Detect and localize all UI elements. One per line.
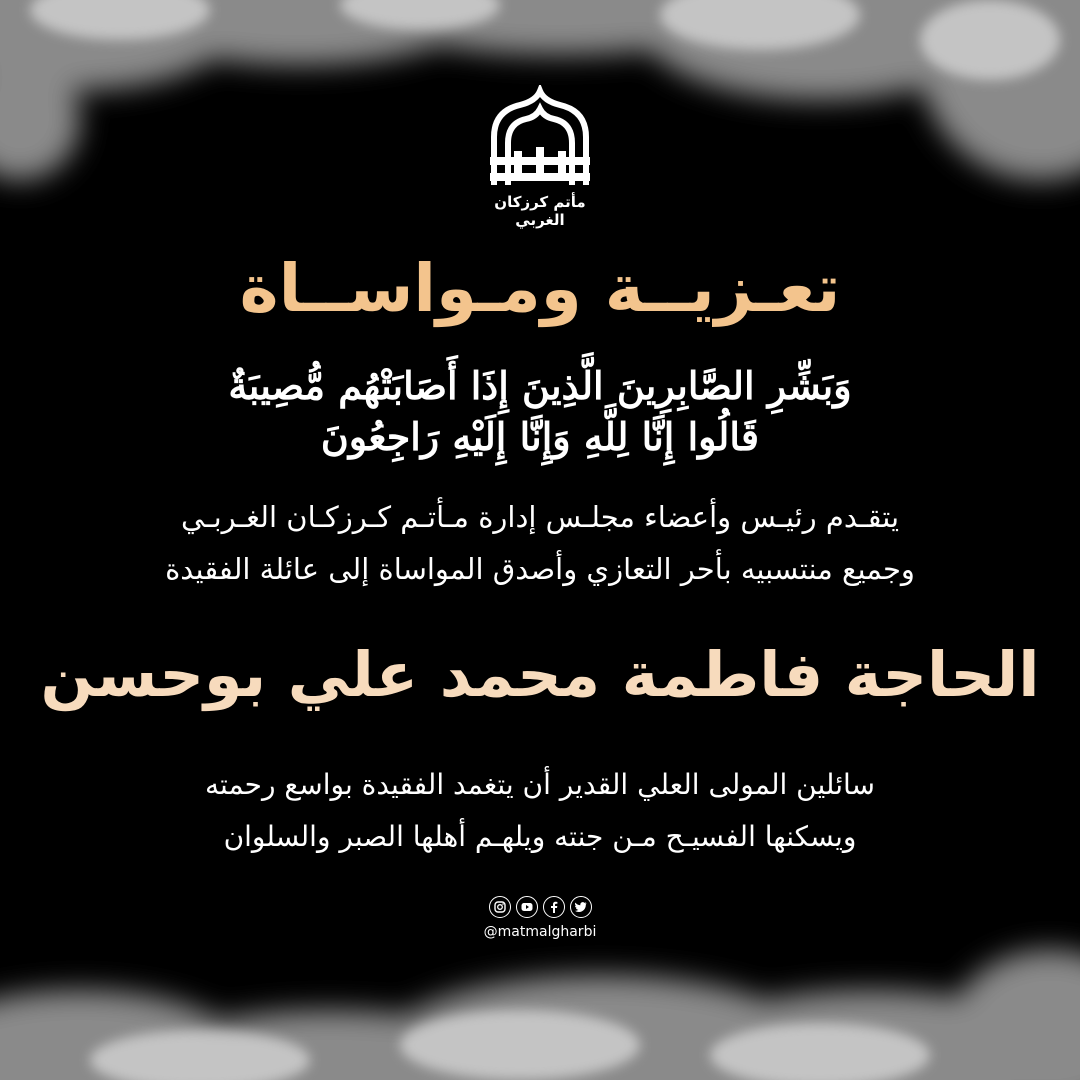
logo-caption: مأتم كرزكان الغربي — [494, 193, 586, 229]
instagram-icon[interactable] — [489, 896, 511, 918]
quran-verse: وَبَشِّرِ الصَّابِرِينَ الَّذِينَ إِذَا أَصَابَتْهُم مُّصِيبَةٌ قَالُوا إِنَّا لِلَّهِ وَإِنَّا إِلَيْهِ رَاجِعُونَ — [228, 363, 852, 460]
logo — [470, 85, 610, 229]
intro-line-1: يتقـدم رئيـس وأعضاء مجلـس إدارة مـأتـم كـرزكـان الغـربـي — [180, 500, 900, 534]
youtube-icon[interactable] — [516, 896, 538, 918]
twitter-icon[interactable] — [570, 896, 592, 918]
prayer-line-1: سائلين المولى العلي القدير أن يتغمد الفقيدة بواسع رحمته — [204, 768, 875, 801]
mosque-arch-logo-icon — [480, 85, 600, 190]
deceased-name: الحاجة فاطمة محمد علي بوحسن — [40, 638, 1040, 711]
prayer-line-2: ويسكنها الفسيـح مـن جنته ويلهـم أهلها الصبر والسلوان — [223, 820, 857, 853]
social-icons — [480, 896, 600, 920]
social-handle: @matmalgharbi — [483, 924, 597, 940]
facebook-icon[interactable] — [543, 896, 565, 918]
page-title: تعـزيــة ومـواســاة — [239, 250, 841, 327]
intro-line-2: وجميع منتسبيه بأحر التعازي وأصدق المواساة إلى عائلة الفقيدة — [165, 552, 915, 586]
